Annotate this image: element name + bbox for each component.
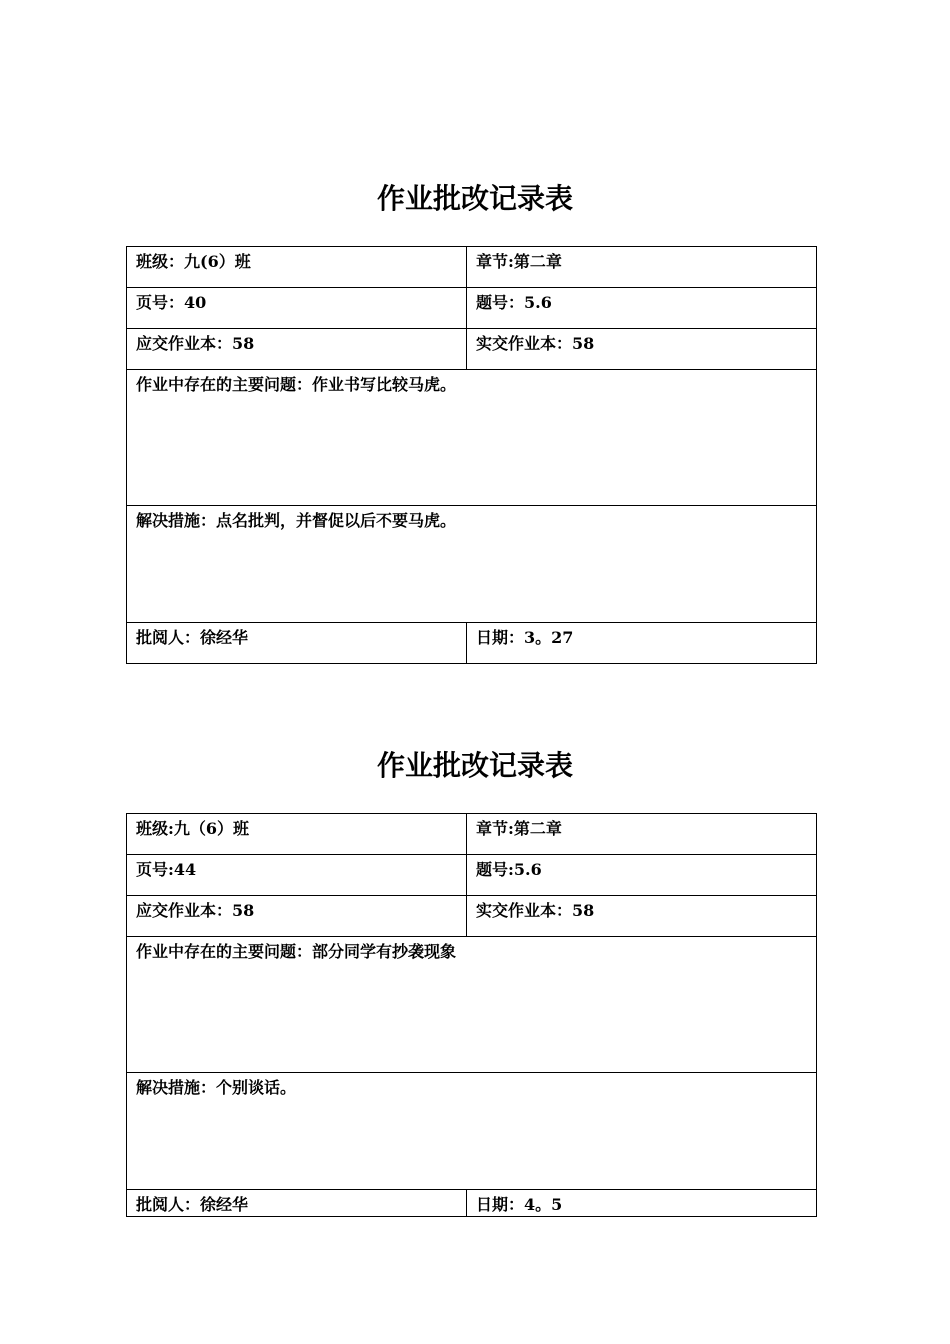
table-row xyxy=(127,937,817,1073)
table-row xyxy=(127,1190,817,1217)
reviewer-cell: 批阅人：徐经华 xyxy=(127,1190,467,1217)
question-number-cell: 题号:5.6 xyxy=(467,855,817,896)
record-table xyxy=(126,246,817,664)
table-row xyxy=(127,247,817,288)
table-row xyxy=(127,288,817,329)
expected-homework-cell: 应交作业本：58 xyxy=(127,896,467,937)
problems-cell: 作业中存在的主要问题：部分同学有抄袭现象 xyxy=(127,937,817,1073)
table-row xyxy=(127,623,817,664)
table-row xyxy=(127,814,817,855)
table-row xyxy=(127,370,817,506)
page-number-cell: 页号：40 xyxy=(127,288,467,329)
measures-cell: 解决措施：个别谈话。 xyxy=(127,1073,817,1190)
reviewer-cell: 批阅人：徐经华 xyxy=(127,623,467,664)
page-number-cell: 页号:44 xyxy=(127,855,467,896)
table-row xyxy=(127,1073,817,1190)
problems-cell: 作业中存在的主要问题：作业书写比较马虎。 xyxy=(127,370,817,506)
expected-homework-cell: 应交作业本：58 xyxy=(127,329,467,370)
table-row xyxy=(127,329,817,370)
class-cell: 班级:九（6）班 xyxy=(127,814,467,855)
submitted-homework-cell: 实交作业本：58 xyxy=(467,896,817,937)
chapter-cell: 章节:第二章 xyxy=(467,247,817,288)
submitted-homework-cell: 实交作业本：58 xyxy=(467,329,817,370)
question-number-cell: 题号：5.6 xyxy=(467,288,817,329)
class-cell: 班级：九(6）班 xyxy=(127,247,467,288)
chapter-cell: 章节:第二章 xyxy=(467,814,817,855)
record-table xyxy=(126,813,817,1217)
table-row xyxy=(127,896,817,937)
form-title: 作业批改记录表 xyxy=(376,749,573,782)
table-row xyxy=(127,506,817,623)
form-title: 作业批改记录表 xyxy=(376,182,573,215)
measures-cell: 解决措施：点名批判，并督促以后不要马虎。 xyxy=(127,506,817,623)
date-cell: 日期：3。27 xyxy=(467,623,817,664)
table-row xyxy=(127,855,817,896)
date-cell: 日期：4。5 xyxy=(467,1190,817,1217)
